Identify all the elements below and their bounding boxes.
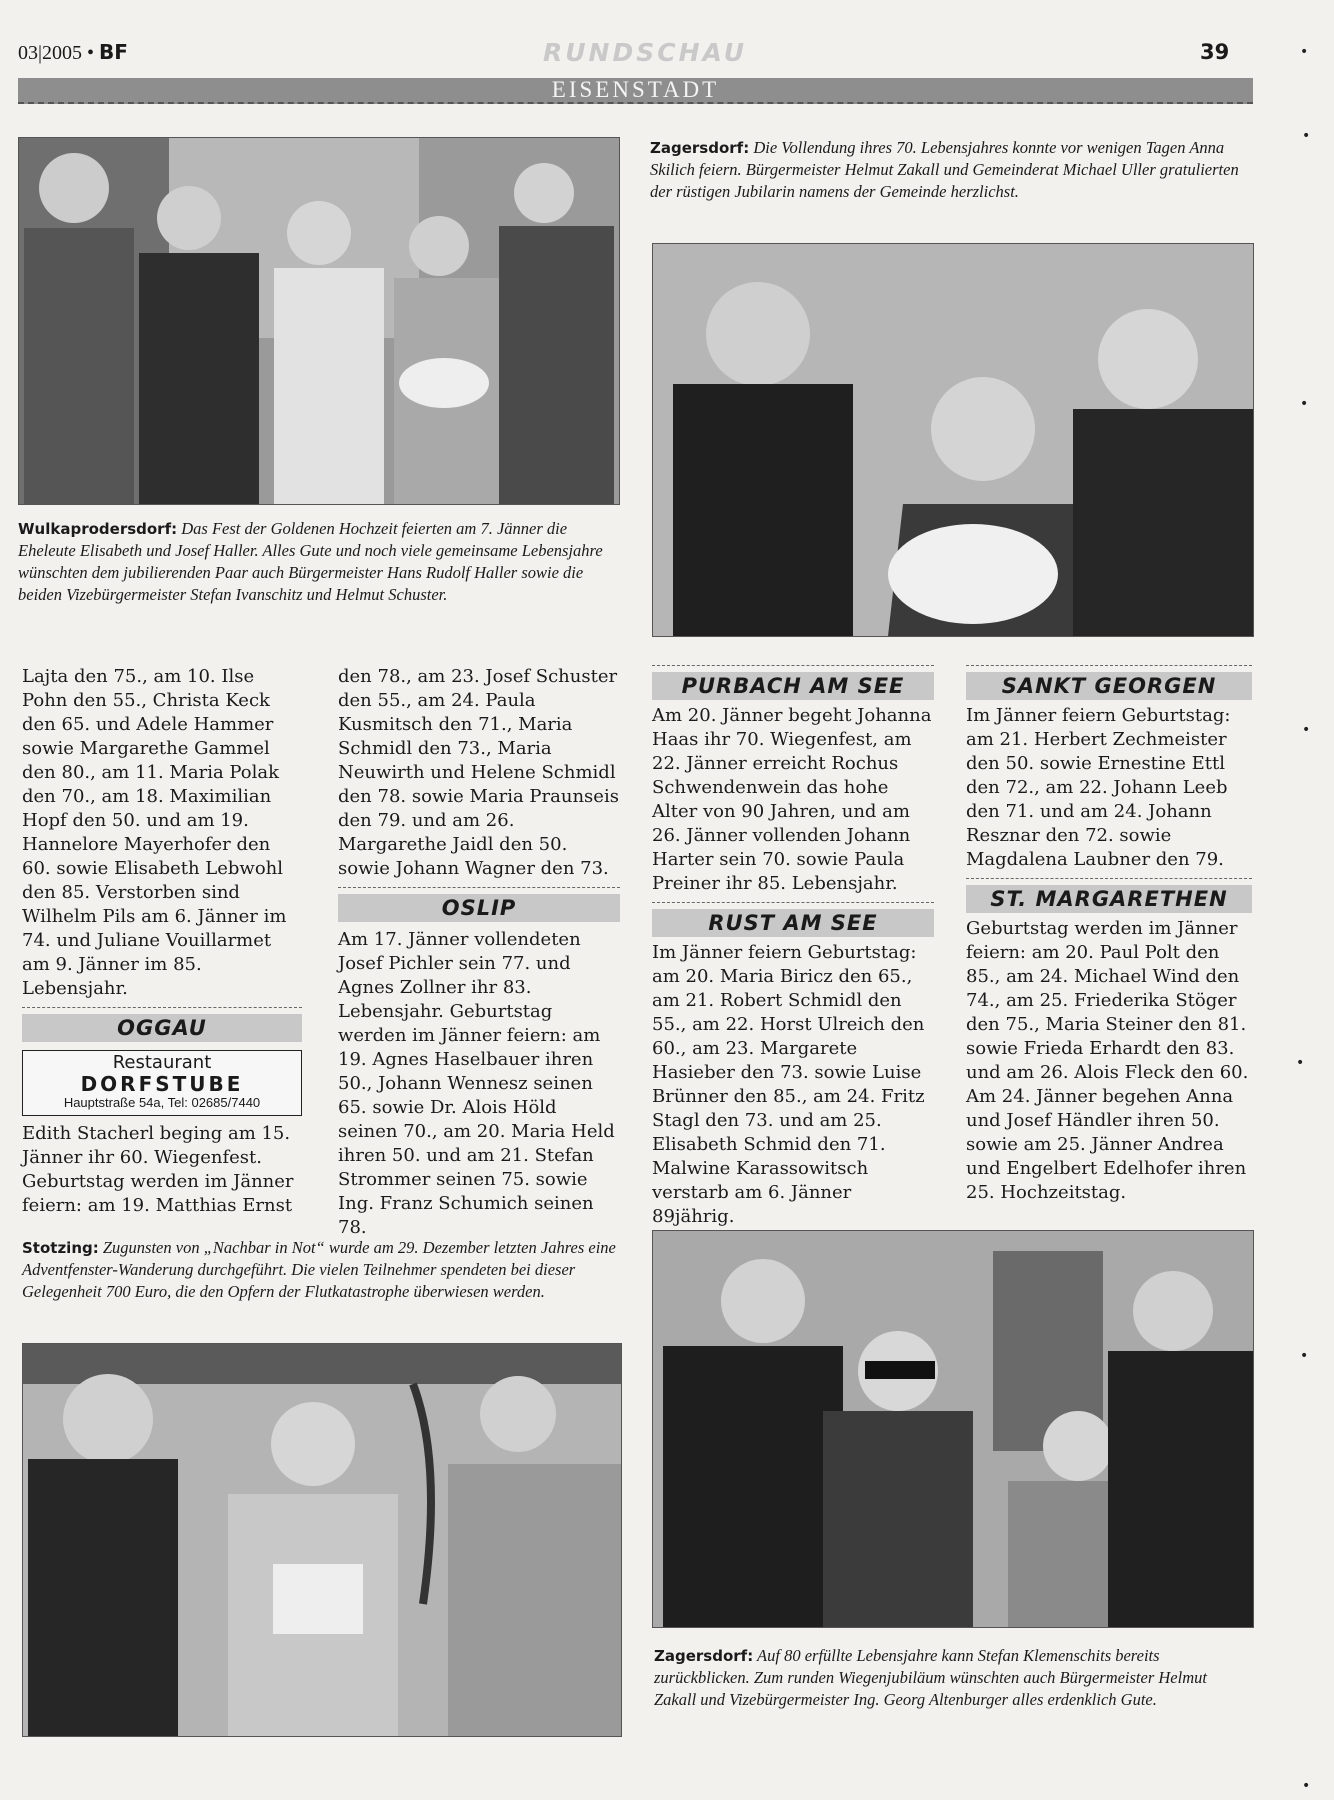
caption-place: Zagersdorf: xyxy=(654,1647,754,1665)
section-title: ST. MARGARETHEN xyxy=(966,885,1252,913)
ad-line-1: Restaurant xyxy=(112,1052,212,1073)
photo-zagersdorf-bottom xyxy=(652,1230,1254,1628)
caption-wulkaprodersdorf xyxy=(18,518,623,606)
section-oggau xyxy=(22,1007,302,1042)
section-title: RUST AM SEE xyxy=(652,909,934,937)
oslip-text: Am 17. Jänner vollendeten Josef Pichler sein 77. und Agnes Zollner ihr 83. Lebensjahr. Geburtstag werden im Jänner feiern: am 19. Agnes Haselbauer ihren 50., Johann Wennesz seinen 65. sowie Dr. Alois Höld seinen 70., am 20. Maria Held ihren 50. und am 21. Stefan Strommer seinen 75. sowie Ing. Franz Schumich seinen 78. xyxy=(338,929,615,1238)
margin-mark: • xyxy=(1296,1055,1305,1071)
oggau-text: Edith Stacherl beging am 15. Jänner ihr 60. Wiegenfest. Geburtstag werden im Jänner feiern: am 19. Matthias Ernst xyxy=(22,1123,294,1216)
section-title: SANKT GEORGEN xyxy=(966,672,1252,700)
column-1 xyxy=(22,665,302,1218)
photo-stotzing xyxy=(22,1343,622,1737)
caption-text: Zugunsten von „Nachbar in Not“ wurde am 29. Dezember letzten Jahres eine Adventfenster-Wanderung durchgeführt. Die vielen Teilnehmer spendeten bei dieser Gelegenheit 700 Euro, die den Opfern der Flutkatastrophe überwiesen werden. xyxy=(22,1238,616,1301)
page-number: 39 xyxy=(1200,40,1230,64)
margin-mark: • xyxy=(1302,722,1311,738)
brand: BF xyxy=(99,40,128,64)
rust-text: Im Jänner feiern Geburtstag: am 20. Maria Biricz den 65., am 21. Robert Schmidl den 55., am 22. Horst Ulreich den 60., am 23. Margarete Hasieber den 73. sowie Luise Brünner den 85., am 24. Fritz Stagl den 73. und am 25. Elisabeth Schmid den 71. xyxy=(652,942,925,1155)
section-title: OSLIP xyxy=(338,894,620,922)
section-title: RUNDSCHAU xyxy=(542,38,748,67)
margin-mark: • xyxy=(1300,1348,1309,1364)
section-title: PURBACH AM SEE xyxy=(652,672,934,700)
section-title: OGGAU xyxy=(22,1014,302,1042)
caption-place: Stotzing: xyxy=(22,1239,99,1257)
column-2 xyxy=(338,665,620,1240)
margin-mark: • xyxy=(1302,128,1311,144)
region-bar xyxy=(18,78,1253,104)
photo-wulkaprodersdorf xyxy=(18,137,620,505)
sankt-georgen-text: Im Jänner feiern Geburtstag: am 21. Herbert Zechmeister den 50. sowie Ernestine Ettl den 72., am 22. Johann Leeb den 71. und am 24. Johann Resznar den 72. sowie Magdalena Laubner den 79. xyxy=(966,705,1231,870)
purbach-text: Am 20. Jänner begeht Johanna Haas ihr 70. Wiegenfest, am 22. Jänner erreicht Rochus Schwendenwein das hohe Alter von 90 Jahren, und am 26. Jänner vollenden Johann Harter sein 70. sowie Paula Preiner ihr 85. Lebensjahr. xyxy=(652,705,932,894)
caption-text: Die Vollendung ihres 70. Lebensjahres konnte vor wenigen Tagen Anna Skilich feiern. Bürgermeister Helmut Zakall und Gemeinderat Michael Uller gratulierten der rüstigen Jubilarin namens der Gemeinde herzlichst. xyxy=(650,138,1239,201)
section-oslip xyxy=(338,887,620,922)
caption-zagersdorf-top xyxy=(650,137,1252,203)
photo-zagersdorf-top xyxy=(652,243,1254,637)
margin-mark: • xyxy=(1300,396,1309,412)
ad-line-3: Hauptstraße 54a, Tel: 02685/7440 xyxy=(63,1095,261,1110)
caption-place: Wulkaprodersdorf: xyxy=(18,520,178,538)
section-purbach xyxy=(652,665,934,700)
caption-text: Das Fest der Goldenen Hochzeit feierten am 7. Jänner die Eheleute Elisabeth und Josef Haller. Alles Gute und noch viele gemeinsame Lebensjahre wünschten dem jubilierenden Paar auch Bürgermeister Hans Rudolf Haller sowie die beiden Vizebürgermeister Stefan Ivanschitz und Helmut Schuster. xyxy=(18,519,603,604)
region-label: EISENSTADT xyxy=(551,77,720,102)
column-3 xyxy=(652,665,934,1229)
issue-number: 03|2005 xyxy=(18,42,83,64)
ad-line-2: DORFSTUBE xyxy=(80,1072,244,1096)
section-rust xyxy=(652,902,934,937)
col2-text: den 78., am 23. Josef Schuster den 55., am 24. Paula Kusmitsch den 71., Maria Schmidl den 73., Maria Neuwirth und Helene Schmidl den 78. sowie Maria Praunseis den 79. und am 26. Margarethe Jaidl den 50. sowie Johann Wagner den 73. xyxy=(338,666,619,879)
caption-text: Auf 80 erfüllte Lebensjahre kann Stefan Klemenschits bereits zurückblicken. Zum runden Wiegenjubiläum wünschten auch Bürgermeister Helmut Zakall und Vizebürgermeister Ing. Georg Altenburger alles erdenklich Gute. xyxy=(654,1646,1207,1709)
rust-text-2: Malwine Karassowitsch verstarb am 6. Jänner 89jährig. xyxy=(652,1158,869,1227)
section-st-margarethen xyxy=(966,878,1252,913)
st-margarethen-text: Geburtstag werden im Jänner feiern: am 20. Paul Polt den 85., am 24. Michael Wind den 74., am 25. Friederika Stöger den 75., Maria Steiner den 81. sowie Frieda Erhardt den 83. und am 26. Alois Fleck den 60. Am 24. Jänner begehen Anna und Josef Händler ihren 50. sowie am 25. Jänner Andrea und Engelbert Edelhofer ihren 25. Hochzeitstag. xyxy=(966,918,1249,1203)
margin-mark: • xyxy=(1302,1778,1311,1794)
caption-stotzing xyxy=(22,1237,622,1303)
col1-text: Lajta den 75., am 10. Ilse Pohn den 55., Christa Keck den 65. und Adele Hammer sowie Margarethe Gammel den 80., am 11. Maria Polak den 70., am 18. Maximilian Hopf den 50. und am 19. Hannelore Mayerhofer den 60. sowie Elisabeth Lebwohl den 85. Verstorben sind Wilhelm Pils am 6. Jänner im 74. und Juliane Vouillarmet am 9. Jänner im 85. Lebensjahr. xyxy=(22,666,287,999)
margin-mark: • xyxy=(1300,44,1309,60)
advertisement-dorfstube xyxy=(22,1050,302,1116)
issue-separator: • xyxy=(87,42,95,64)
caption-place: Zagersdorf: xyxy=(650,139,750,157)
issue-info xyxy=(18,40,128,65)
caption-zagersdorf-bottom xyxy=(654,1645,1252,1711)
section-sankt-georgen xyxy=(966,665,1252,700)
column-4 xyxy=(966,665,1252,1205)
